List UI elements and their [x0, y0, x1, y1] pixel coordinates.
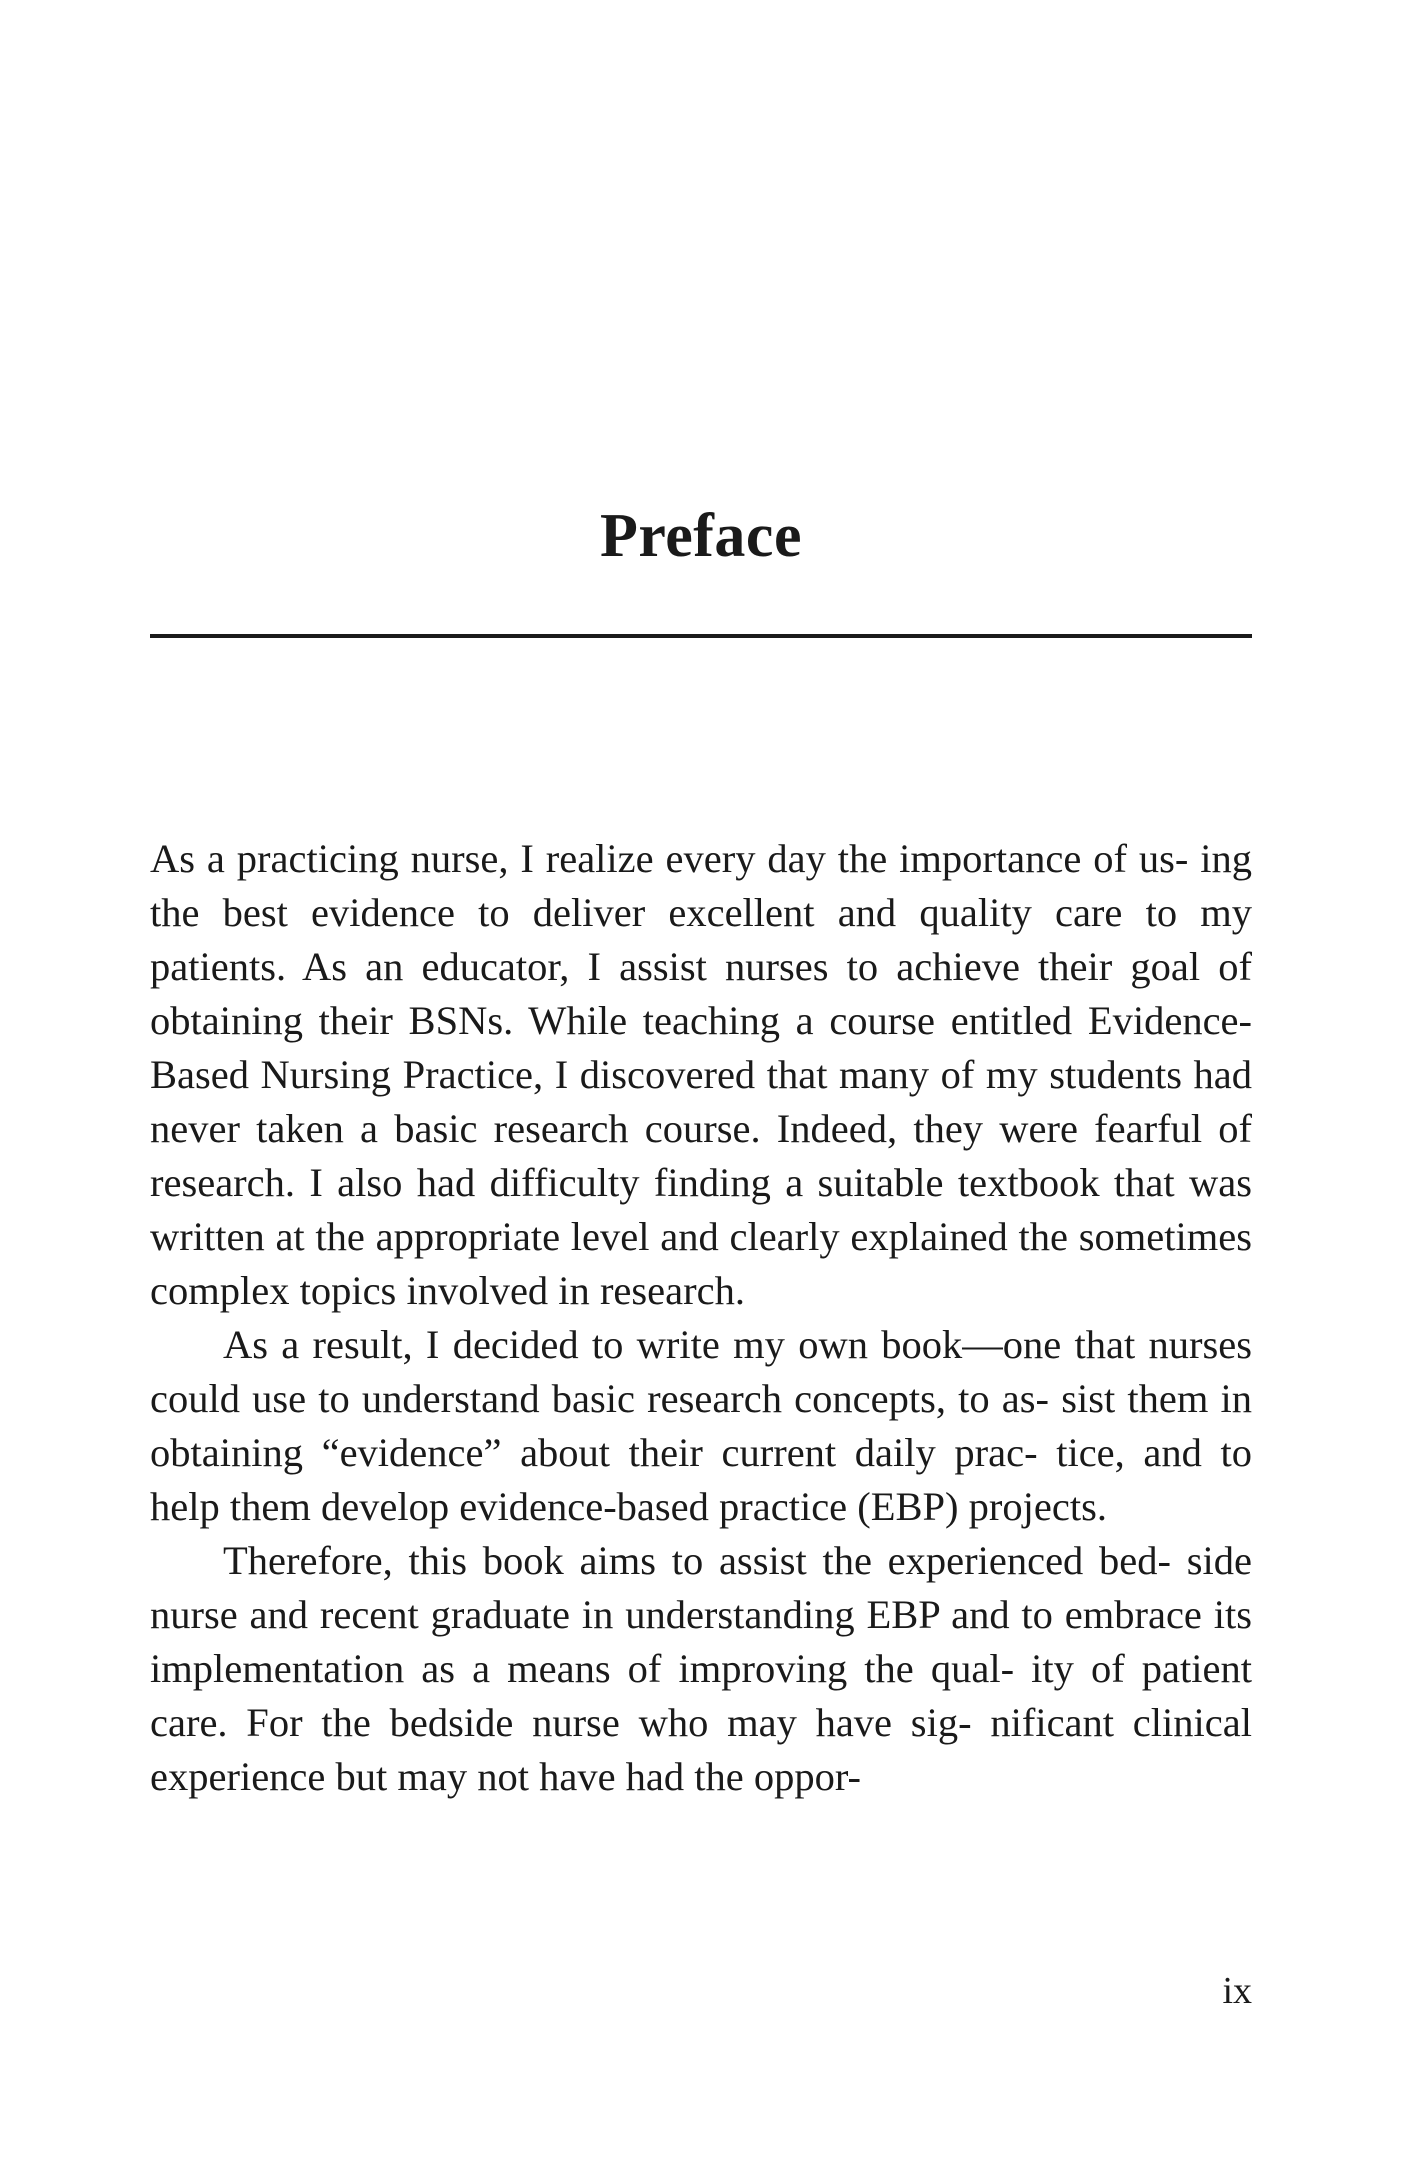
text-line: side nurse and recent graduate in understanding EBP and to	[150, 1538, 1252, 1637]
text-line: my patients. As an educator, I assist nurses to achieve their	[150, 890, 1253, 989]
text-line: projects.	[968, 1484, 1108, 1529]
text-line: clearly explained the sometimes complex topics involved in	[150, 1214, 1253, 1313]
text-line: tice, and to help them develop evidence-based practice (EBP)	[150, 1430, 1252, 1529]
text-line: they were fearful of research. I also had difficulty finding a	[150, 1106, 1253, 1205]
text-line: nurses could use to understand basic research concepts, to as-	[150, 1322, 1252, 1421]
page-number: ix	[1222, 1970, 1252, 2012]
text-line: ing the best evidence to deliver excellent and quality care to	[150, 836, 1253, 935]
text-line: As a result, I decided to write my own book—one that	[223, 1322, 1136, 1367]
page-title: Preface	[600, 502, 802, 570]
text-line: Evidence-Based Nursing Practice, I discovered that many of	[150, 998, 1253, 1097]
text-line: my students had never taken a basic research course. Indeed,	[150, 1052, 1252, 1151]
text-line: sist them in obtaining “evidence” about their current daily prac-	[150, 1376, 1252, 1475]
paragraph-1	[150, 832, 1252, 1318]
text-line: goal of obtaining their BSNs. While teaching a course entitled	[150, 944, 1253, 1043]
paragraph-3	[150, 1534, 1252, 1804]
text-line: embrace its implementation as a means of improving the qual-	[150, 1592, 1252, 1691]
text-line: ity of patient care. For the bedside nurse who may have sig-	[150, 1646, 1253, 1745]
text-line: nificant clinical experience but may not have had the oppor-	[150, 1700, 1252, 1799]
paragraph-2	[150, 1318, 1252, 1534]
title-rule	[150, 634, 1252, 638]
text-line: research.	[599, 1268, 745, 1313]
text-line: As a practicing nurse, I realize every day the importance of us-	[150, 836, 1189, 881]
text-line: suitable textbook that was written at the appropriate level and	[150, 1160, 1252, 1259]
text-line: Therefore, this book aims to assist the experienced bed-	[223, 1538, 1171, 1583]
preface-body	[150, 832, 1252, 1804]
